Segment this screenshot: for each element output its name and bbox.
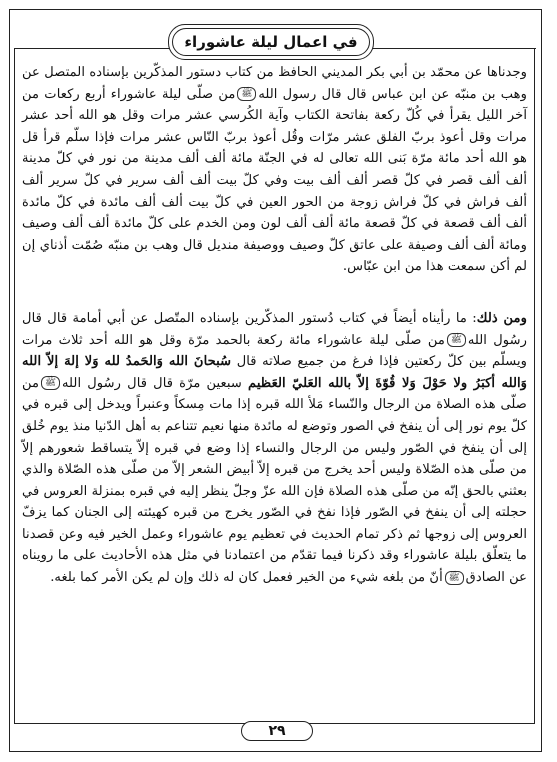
footer bbox=[232, 719, 322, 743]
page-title: في اعمال ليلة عاشوراء bbox=[184, 33, 358, 51]
p2-text-d: من صلّى هذه الصلاة من الرجال والنّساء مَلأ الله قبره إذا مات مِسكاً وعنبراً ويدخل إلى قبره في كلّ يوم نور إلى أن ينفخ في الصور وتوضع له مائدة منها نعيم تتناعم به أهل الدّنيا منذ يوم خُلق إلى أن ينفخ في الصّور وليس من الرجال والنساء إذا وضع في قبره إلاّ يتساقط شعورهم إلاّ من صلّى هذه الصّلاة وليس أحد يخرج من قبره إلاّ أبيض الشعر إلاّ من صلّى هذه الصّلاة والذي بعثني بالحق إنّه من صلّى هذه الصلاة فإن الله عزّ وجلّ ينظر إليه في قبره بمنزلة العروس في حجلته إلى أن ينفخ في الصّور فإذا نفخ في الصّور يخرج من قبره كهيئته إلى الجنان كما يزفّ العروس إلى زوجها ثم ذكر تمام الحديث في تعظيم يوم عاشوراء وعمل الخير فيه وعن قصدنا ما يتعلّق بليلة عاشوراء وقد ذكرنا فيما تقدّم من اعتمادنا في مثل هذه الأحاديث على ما رويناه عن الصادق bbox=[22, 375, 527, 586]
p2-dhikr: سُبحانَ الله وَالحَمدُ لله وَلا إلهَ إلاّ الله وَالله أكبَرُ ولا حَوْلَ وَلا قُوّةَ إلاّ بالله العَليّ العَظيم bbox=[22, 354, 527, 391]
page-number: ٢٩ bbox=[241, 721, 313, 741]
pbuh-mark: ﷺ bbox=[41, 376, 60, 390]
paragraph-2 bbox=[22, 308, 527, 589]
pbuh-mark: ﷺ bbox=[447, 333, 466, 347]
p1-text-b: من صلّى ليلة عاشوراء أربع ركعات من آخر الليل يقرأ في كُلّ ركعة بفاتحة الكتاب وآية الكُرسي عشر مرات وقل هو الله أحد عشر مرات وقل أعوذ بربّ الفلق عشر مرّات وقُل أعوذ بربّ النّاس عشر مرات فإذا سلّم قرأ قل هو الله أحد مائة مرّة بَنى الله تعالى له في الجنّة مائة ألف ألف مدينة من نور في كلّ مدينة ألف ألف قصر في كلّ قصر ألف ألف بيت وفي كلّ بيت ألف ألف سرير في كلّ سرير ألف ألف فراش في كلّ فراش زوجة من الحور العين في كلّ بيت ألف ألف مائدة في كلّ مائدة ألف ألف قصعة في كلّ قصعة مائة ألف ألف لون ومن الخدم على كلّ مائدة ألف ألف وصيف ومائة ألف ألف وصيفة على عاتق كلّ وصيف ووصيفة منديل قال وهب بن منبّه صُمّت أذناي إن لم أكن سمعت هذا من ابن عبّاس. bbox=[22, 86, 527, 275]
p2-text-b: من صلّى ليلة عاشوراء مائة ركعة بالحمد مرّة وقل هو الله أحد ثلاث مرات ويسلّم بين كلّ ركعتين فإذا فرغ من جميع صلاته قال bbox=[22, 332, 527, 370]
p2-lead: ومن ذلك bbox=[476, 310, 527, 326]
p2-text-e: أنّ من بلغه شيء من الخير فعمل كان له ذلك وإن لم يكن الأمر كما بلغه. bbox=[50, 570, 443, 586]
running-header bbox=[168, 24, 374, 60]
p2-text-c: سبعين مرّة قال قال رسُول الله bbox=[61, 375, 242, 391]
paragraph-1-text bbox=[22, 62, 527, 278]
p2-text-a: : ما رأيناه أيضاً في كتاب دُستور المذكّرين بإسناده المتّصل عن أبي أمامة قال قال رسُول الله bbox=[22, 310, 528, 348]
pbuh-mark: ﷺ bbox=[445, 571, 464, 585]
p1-text-a: وجدناها عن محمّد بن أبي بكر المديني الحافظ من كتاب دستور المذكّرين بإسناده المتصل عن وهب بن منبّه عن ابن عباس قال قال رسول الله bbox=[22, 65, 527, 102]
pbuh-mark: ﷺ bbox=[237, 87, 256, 101]
paragraph-2-text bbox=[22, 308, 527, 589]
paragraph-1 bbox=[22, 62, 527, 278]
body-text bbox=[22, 62, 527, 589]
